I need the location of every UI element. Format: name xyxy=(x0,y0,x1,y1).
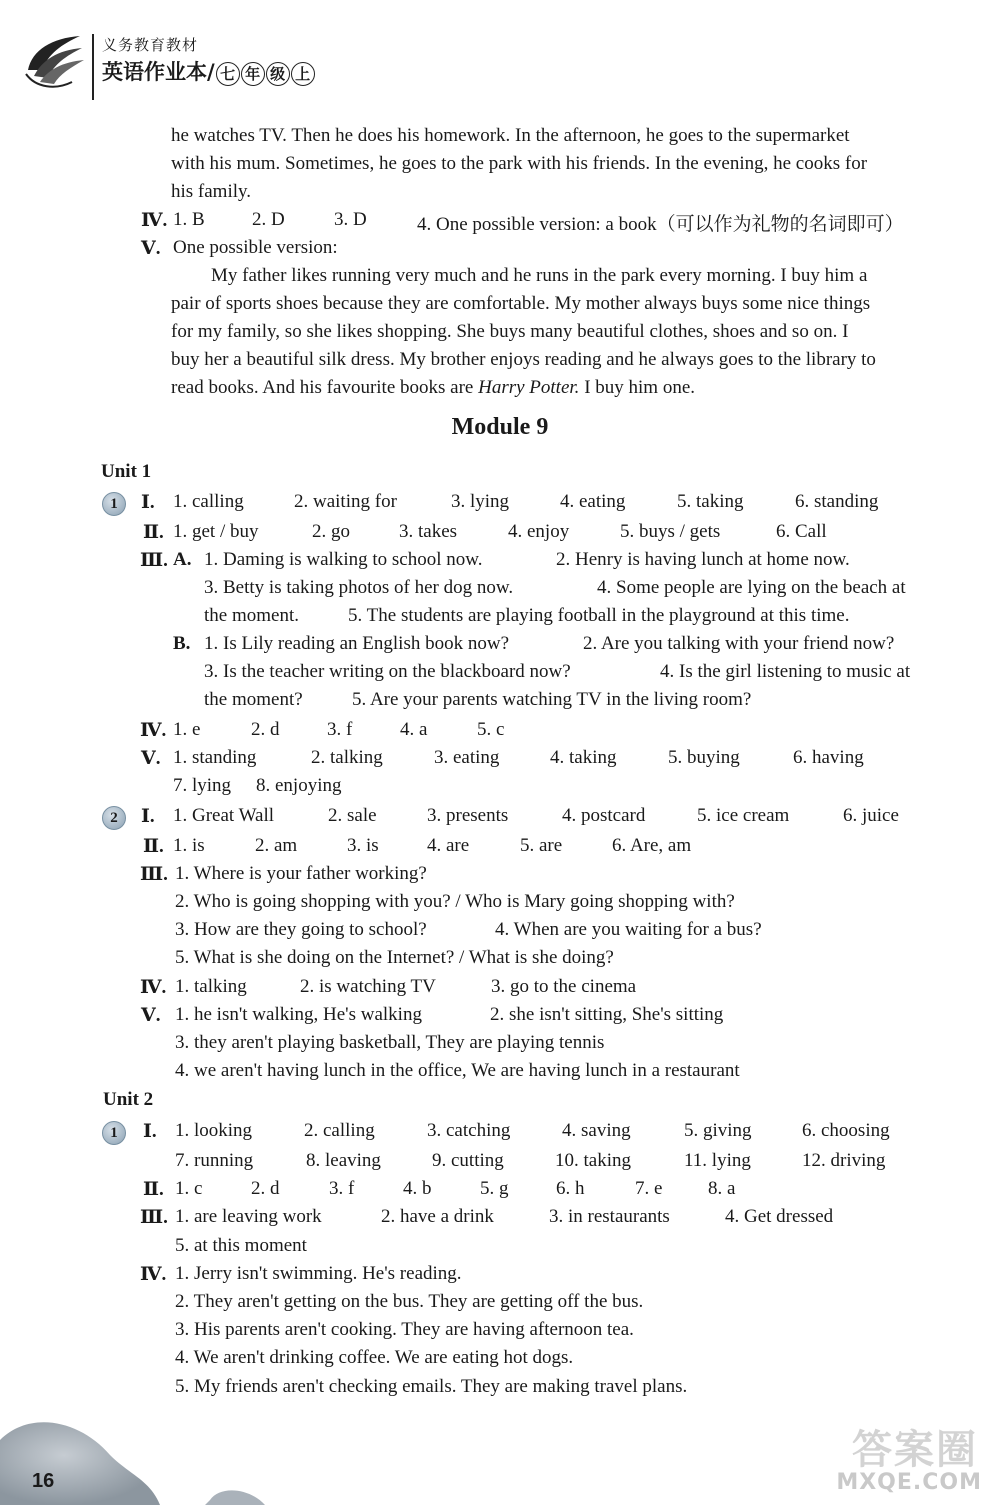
watermark-logo-text: 答案圈 xyxy=(852,1427,978,1473)
prev-para-line: he watches TV. Then he does his homework. In the afternoon, he goes to the supermarket xyxy=(171,125,850,146)
answer-item: 3. f xyxy=(329,1178,355,1199)
answer-item: 3. Betty is taking photos of her dog now. xyxy=(204,577,514,598)
answer-item: 2. is watching TV xyxy=(300,976,436,997)
answer-item: 4. Is the girl listening to music at xyxy=(660,661,911,682)
essay-intro: One possible version: xyxy=(173,237,338,258)
header-series: 义务教育教材 xyxy=(102,36,199,54)
answer-item: 2. sale xyxy=(328,805,377,826)
feather-swirl-logo-icon xyxy=(22,30,88,92)
answer-item: 6. having xyxy=(793,747,864,768)
answer-item: 3. takes xyxy=(399,521,458,542)
page-header xyxy=(0,0,1000,110)
answer-item: 1. are leaving work xyxy=(175,1206,322,1227)
answer-item: 5. buying xyxy=(668,747,740,768)
watermark-url: MXQE.COM xyxy=(836,1470,982,1495)
answer-item: 4. saving xyxy=(562,1120,631,1141)
answer-item: 5. taking xyxy=(677,491,744,512)
answer-item: 2. talking xyxy=(311,747,383,768)
answer-item: 4. We aren't drinking coffee. We are eating hot dogs. xyxy=(175,1347,574,1368)
answer-item: 6. Call xyxy=(776,521,827,542)
answer-item: 1. e xyxy=(173,719,201,740)
answer-item: 5. What is she doing on the Internet? / What is she doing? xyxy=(175,947,614,968)
answer-item: 2. They aren't getting on the bus. They are getting off the bus. xyxy=(175,1291,644,1312)
module-title: Module 9 xyxy=(451,414,549,440)
answer-item: 4. b xyxy=(403,1178,432,1199)
unit-heading: Unit 2 xyxy=(103,1089,154,1110)
answer-item: 1. standing xyxy=(173,747,257,768)
section-num: Ⅱ. xyxy=(143,1179,164,1200)
answer-item: 3. presents xyxy=(427,805,509,826)
answer-item: 8. a xyxy=(708,1178,736,1199)
answer-item: the moment? xyxy=(204,689,303,710)
grade-char: 七 xyxy=(216,62,240,86)
answer-item: 6. Are, am xyxy=(612,835,692,856)
page-number: 16 xyxy=(32,1470,55,1492)
answer-item: 1. is xyxy=(173,835,205,856)
answer-item: 4. When are you waiting for a bus? xyxy=(495,919,762,940)
subsection-label: A. xyxy=(173,549,192,570)
answer-item: 4. Get dressed xyxy=(725,1206,834,1227)
grade-char: 年 xyxy=(241,62,265,86)
section-num: Ⅰ. xyxy=(141,806,155,827)
answer-item: 3. they aren't playing basketball, They are playing tennis xyxy=(175,1032,605,1053)
answer-item: 2. have a drink xyxy=(381,1206,494,1227)
answer-item: 8. enjoying xyxy=(256,775,342,796)
section-num: Ⅲ. xyxy=(140,550,168,571)
answer-item: 4. a xyxy=(400,719,428,740)
answer-item: 3. Is the teacher writing on the blackboard now? xyxy=(204,661,571,682)
answer-item: 3. is xyxy=(347,835,379,856)
section-num: Ⅲ. xyxy=(140,864,168,885)
answer-item: 6. h xyxy=(556,1178,585,1199)
prev-para-line: his family. xyxy=(171,181,252,202)
answer-item: 3. f xyxy=(327,719,353,740)
header-title: 英语作业本/ 七 年 级 上 xyxy=(102,56,315,86)
answer-item: 3. in restaurants xyxy=(549,1206,670,1227)
answer-item: 5. at this moment xyxy=(175,1235,307,1256)
answer-item: 1. get / buy xyxy=(173,521,259,542)
answer-item: 4. eating xyxy=(560,491,626,512)
answer-item: 5. buys / gets xyxy=(620,521,721,542)
answer-item: 5. c xyxy=(477,719,505,740)
section-num: Ⅰ. xyxy=(141,492,155,513)
answer-item: 4. taking xyxy=(550,747,617,768)
essay-line: for my family, so she likes shopping. She buys many beautiful clothes, shoes and so on. I xyxy=(171,321,849,342)
answer-item: 4. One possible version: a book（可以作为礼物的名词即可） xyxy=(417,214,904,235)
answer-item: 4. Some people are lying on the beach at xyxy=(597,577,906,598)
answer-item: 7. lying xyxy=(173,775,232,796)
answer-item: 9. cutting xyxy=(432,1150,504,1171)
answer-item: 6. choosing xyxy=(802,1120,890,1141)
answer-item: 8. leaving xyxy=(306,1150,381,1171)
answer-item: 1. B xyxy=(173,209,205,230)
exercise-badge: 2 xyxy=(102,806,126,830)
answer-item: 2. waiting for xyxy=(294,491,397,512)
answer-item: 5. My friends aren't checking emails. They are making travel plans. xyxy=(175,1376,688,1397)
answer-item: 1. Daming is walking to school now. xyxy=(204,549,483,570)
answer-item: 1. Where is your father working? xyxy=(175,863,427,884)
answer-item: 1. calling xyxy=(173,491,244,512)
section-num: Ⅳ. xyxy=(140,977,167,998)
answer-item: 4. postcard xyxy=(562,805,646,826)
answer-item: 3. lying xyxy=(451,491,510,512)
answer-item: 4. enjoy xyxy=(508,521,570,542)
essay-line: buy her a beautiful silk dress. My brother enjoys reading and he always goes to the library to xyxy=(171,349,876,370)
answer-item: 7. e xyxy=(635,1178,663,1199)
section-num: Ⅳ. xyxy=(140,1264,167,1285)
grade-char: 上 xyxy=(291,62,315,86)
section-num: Ⅴ. xyxy=(141,1005,161,1026)
answer-item: 3. catching xyxy=(427,1120,511,1141)
answer-item: 5. g xyxy=(480,1178,509,1199)
answer-item: 5. are xyxy=(520,835,563,856)
answer-item: 5. ice cream xyxy=(697,805,790,826)
answer-item: 1. Is Lily reading an English book now? xyxy=(204,633,510,654)
answer-item: 2. D xyxy=(252,209,285,230)
answer-item: 3. His parents aren't cooking. They are having afternoon tea. xyxy=(175,1319,634,1340)
answer-item: 2. Are you talking with your friend now? xyxy=(583,633,895,654)
answer-item: the moment. xyxy=(204,605,299,626)
answer-item: 2. d xyxy=(251,719,280,740)
answer-item: 2. Who is going shopping with you? / Who is Mary going shopping with? xyxy=(175,891,735,912)
answer-item: 3. eating xyxy=(434,747,500,768)
answer-item: 1. talking xyxy=(175,976,247,997)
answer-item: 1. Great Wall xyxy=(173,805,275,826)
section-num: Ⅰ. xyxy=(143,1121,157,1142)
answer-item: 7. running xyxy=(175,1150,254,1171)
section-num: Ⅲ. xyxy=(140,1207,168,1228)
answer-item: 10. taking xyxy=(555,1150,631,1171)
answer-item: 5. giving xyxy=(684,1120,752,1141)
answer-item: 1. c xyxy=(175,1178,203,1199)
section-num: Ⅱ. xyxy=(143,836,164,857)
answer-item: 6. juice xyxy=(843,805,899,826)
answer-item: 2. am xyxy=(255,835,298,856)
section-num: Ⅱ. xyxy=(143,522,164,543)
section-num: Ⅴ. xyxy=(141,238,161,259)
essay-line: My father likes running very much and he runs in the park every morning. I buy him a xyxy=(211,265,868,286)
header-divider xyxy=(92,34,94,100)
section-num: Ⅴ. xyxy=(141,748,161,769)
answer-item: 1. Jerry isn't swimming. He's reading. xyxy=(175,1263,462,1284)
essay-line: read books. And his favourite books are Harry Potter. I buy him one. xyxy=(171,377,696,398)
answer-item: 1. looking xyxy=(175,1120,253,1141)
answer-item: 2. Henry is having lunch at home now. xyxy=(556,549,850,570)
answer-item: 3. D xyxy=(334,209,367,230)
answer-item: 2. go xyxy=(312,521,350,542)
answer-item: 3. go to the cinema xyxy=(491,976,637,997)
answer-item: 5. The students are playing football in the playground at this time. xyxy=(348,605,850,626)
answer-item: 4. we aren't having lunch in the office, We are having lunch in a restaurant xyxy=(175,1060,740,1081)
section-num: Ⅳ. xyxy=(141,210,168,231)
answer-item: 1. he isn't walking, He's walking xyxy=(175,1004,422,1025)
grade-char: 级 xyxy=(266,62,290,86)
section-num: Ⅳ. xyxy=(140,720,167,741)
prev-para-line: with his mum. Sometimes, he goes to the park with his friends. In the evening, he cooks for xyxy=(171,153,868,174)
answer-item: 2. d xyxy=(251,1178,280,1199)
subsection-label: B. xyxy=(173,633,191,654)
exercise-badge: 1 xyxy=(102,1121,126,1145)
answer-item: 3. How are they going to school? xyxy=(175,919,427,940)
answer-item: 11. lying xyxy=(684,1150,751,1171)
exercise-badge: 1 xyxy=(102,492,126,516)
book-title: Harry Potter. xyxy=(478,377,580,398)
answer-item: 2. calling xyxy=(304,1120,375,1141)
essay-line: pair of sports shoes because they are comfortable. My mother always buys some nice things xyxy=(171,293,871,314)
answer-item: 6. standing xyxy=(795,491,879,512)
answer-item: 2. she isn't sitting, She's sitting xyxy=(490,1004,724,1025)
answer-item: 5. Are your parents watching TV in the living room? xyxy=(352,689,752,710)
answer-item: 12. driving xyxy=(802,1150,886,1171)
answer-item: 4. are xyxy=(427,835,470,856)
unit-heading: Unit 1 xyxy=(101,461,152,482)
